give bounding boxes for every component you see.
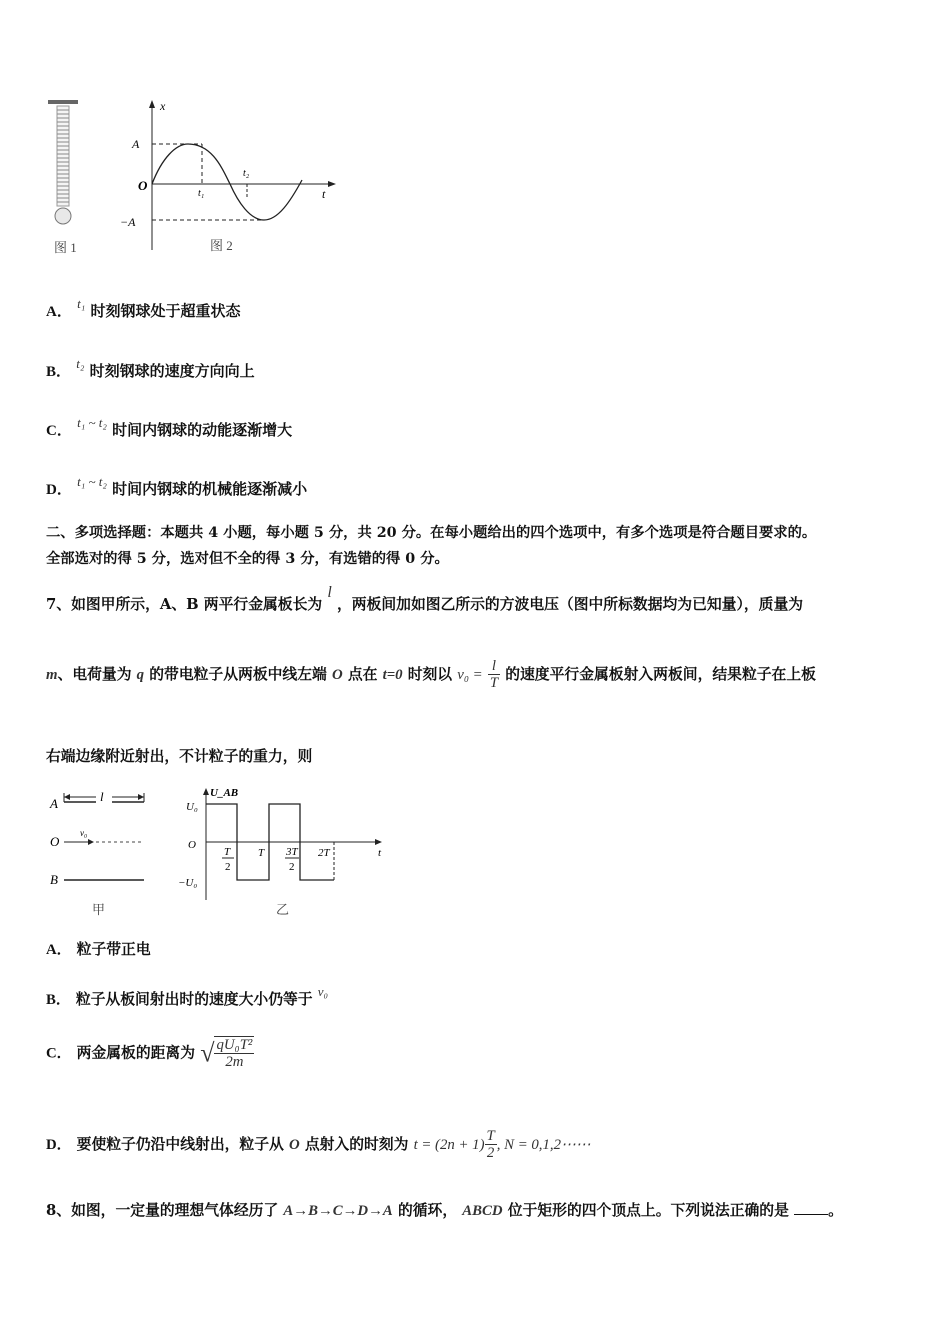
spring-coil [57, 106, 69, 206]
frac-den: 2m [225, 1054, 244, 1071]
eq-right: , N = 0,1,2⋯⋯ [496, 1136, 591, 1153]
sqrt-fraction [214, 1036, 254, 1071]
figure-1-spring-graph [40, 98, 340, 260]
q7-line1 [46, 584, 803, 614]
q6-option-b [46, 356, 255, 381]
U-axis-arrow [203, 788, 209, 795]
q8-cycle: A→B→C→D→A [283, 1203, 393, 1219]
steel-ball [55, 208, 71, 224]
figure-2-svg [44, 782, 394, 922]
label-x: x [160, 99, 166, 113]
q7-part1: 7、如图甲所示，A、B 两平行金属板长为 [46, 596, 323, 613]
plate-label-B: B [50, 872, 58, 887]
tick-T2-den: 2 [225, 861, 231, 873]
option-text: 两金属板的距离为 [76, 1044, 196, 1062]
label-t: t [322, 187, 326, 201]
q7-part6: 时刻以 [407, 665, 453, 683]
q7-option-d [46, 1128, 591, 1162]
q7-part5: 点在 [347, 665, 378, 683]
label-UAB: U_AB [210, 787, 239, 799]
figure-2-plates-voltage [44, 782, 394, 922]
v0-equals: v₀ = [457, 666, 483, 683]
option-text: 时刻钢球处于超重状态 [90, 302, 241, 320]
length-arrow-left [64, 794, 70, 800]
length-arrow-right [138, 794, 144, 800]
option-text: 时刻钢球的速度方向向上 [89, 362, 255, 380]
option-text2: 点射入的时刻为 [304, 1135, 409, 1153]
frac-den: T [489, 675, 499, 692]
length-l: l [100, 789, 104, 804]
section2-line1: 二、多项选择题：本题共 4 小题，每小题 5 分，共 20 分。在每小题给出的四个选项中，有多个选项是符合题目要求的。 [46, 525, 817, 541]
q7-option-c [46, 1036, 254, 1071]
figure-1-svg [40, 98, 340, 260]
m-symbol: m [46, 666, 58, 683]
option-math: t₁ ~ t₂ [77, 474, 107, 489]
frac-num: T [486, 1128, 495, 1144]
q6-option-d [46, 474, 307, 499]
label-O-jia: O [50, 834, 60, 849]
option-math: v₀ [317, 984, 329, 999]
answer-blank [794, 1214, 828, 1215]
option-letter: A． [46, 942, 72, 958]
tick-2T: 2T [318, 847, 330, 859]
v0-label: v₀ [80, 828, 88, 838]
frac-den: 2 [486, 1145, 495, 1162]
label-t1: t₁ [198, 188, 205, 199]
option-text: 粒子从板间射出时的速度大小仍等于 [75, 991, 313, 1008]
q7-part4: 的带电粒子从两板中线左端 [149, 665, 327, 683]
option-letter: C． [46, 423, 72, 439]
q7-part2: ，两板间加如图乙所示的方波电压（图中所标数据均为已知量），质量为 [336, 596, 804, 613]
q8-abcd: ABCD [462, 1203, 503, 1219]
eq-left: t = (2n + 1) [413, 1136, 485, 1153]
tick-T2-num: T [224, 846, 231, 858]
eq-fraction [485, 1128, 497, 1162]
q8-part2: 的循环， [397, 1202, 458, 1219]
caption-fig2: 图 2 [210, 238, 233, 253]
option-letter: C． [46, 1045, 72, 1062]
section2-line2: 全部选对的得 5 分，选对但不全的得 3 分，有选错的得 0 分。 [46, 551, 449, 567]
label-negU0: −U₀ [178, 877, 198, 889]
tick-T: T [258, 847, 265, 859]
q6-option-a [46, 296, 240, 321]
option-text: 要使粒子仍沿中线射出，粒子从 [76, 1135, 284, 1153]
q8-part1: 8、如图，一定量的理想气体经历了 [46, 1202, 279, 1219]
q8-part3: 位于矩形的四个顶点上。下列说法正确的是 [507, 1202, 789, 1219]
q7-option-b [46, 984, 328, 1009]
option-letter: B． [46, 992, 71, 1008]
frac-num: qU₀T² [216, 1037, 253, 1053]
spring-support [48, 100, 78, 104]
q8-end: 。 [828, 1202, 843, 1219]
O-symbol: O [331, 666, 343, 683]
label-t-yi: t [378, 847, 382, 859]
q8-stem [46, 1199, 843, 1220]
caption-yi: 乙 [276, 902, 290, 917]
tick-3T2-num: 3T [286, 846, 298, 858]
option-math: t₁ [77, 296, 86, 311]
plate-label-A: A [50, 796, 58, 811]
t-axis-yi-arrow [375, 839, 382, 845]
v0-arrowhead [88, 839, 94, 845]
q7-part7: 的速度平行金属板射入两板间，结果粒子在上板 [505, 665, 816, 683]
displacement-curve [152, 144, 302, 220]
t0-value: t=0 [382, 666, 403, 683]
caption-jia: 甲 [92, 902, 106, 917]
option-letter: B． [46, 364, 72, 380]
length-label-bg [96, 789, 112, 803]
label-t2: t₂ [243, 168, 250, 179]
label-O: O [138, 178, 148, 193]
label-negA: −A [120, 215, 136, 229]
option-math: t₂ [76, 356, 85, 371]
tick-3T2-den: 2 [289, 861, 295, 873]
label-U0: U₀ [186, 801, 198, 813]
label-A: A [132, 137, 140, 151]
caption-fig1: 图 1 [54, 240, 77, 255]
option-text: 时间内钢球的动能逐渐增大 [112, 421, 293, 439]
sqrt-sign: √ [200, 1038, 215, 1068]
option-letter: D． [46, 482, 72, 498]
q-symbol: q [136, 666, 145, 683]
option-letter: A． [46, 304, 72, 320]
x-axis-arrow [149, 100, 155, 108]
option-text: 时间内钢球的机械能逐渐减小 [112, 480, 308, 498]
q7-line3: 右端边缘附近射出，不计粒子的重力，则 [46, 748, 313, 765]
l-symbol: l [327, 584, 332, 601]
q6-option-c [46, 415, 292, 440]
O-symbol: O [288, 1136, 300, 1153]
t-axis-arrow [328, 181, 336, 187]
option-text: 粒子带正电 [76, 941, 151, 958]
option-letter: D． [46, 1136, 72, 1153]
v0-fraction [488, 658, 500, 692]
option-math: t₁ ~ t₂ [77, 415, 107, 430]
q7-part3: 、电荷量为 [57, 665, 132, 683]
frac-num: l [488, 658, 500, 675]
q7-line2 [46, 658, 816, 692]
q7-option-a [46, 938, 151, 959]
label-O-yi: O [188, 839, 196, 851]
